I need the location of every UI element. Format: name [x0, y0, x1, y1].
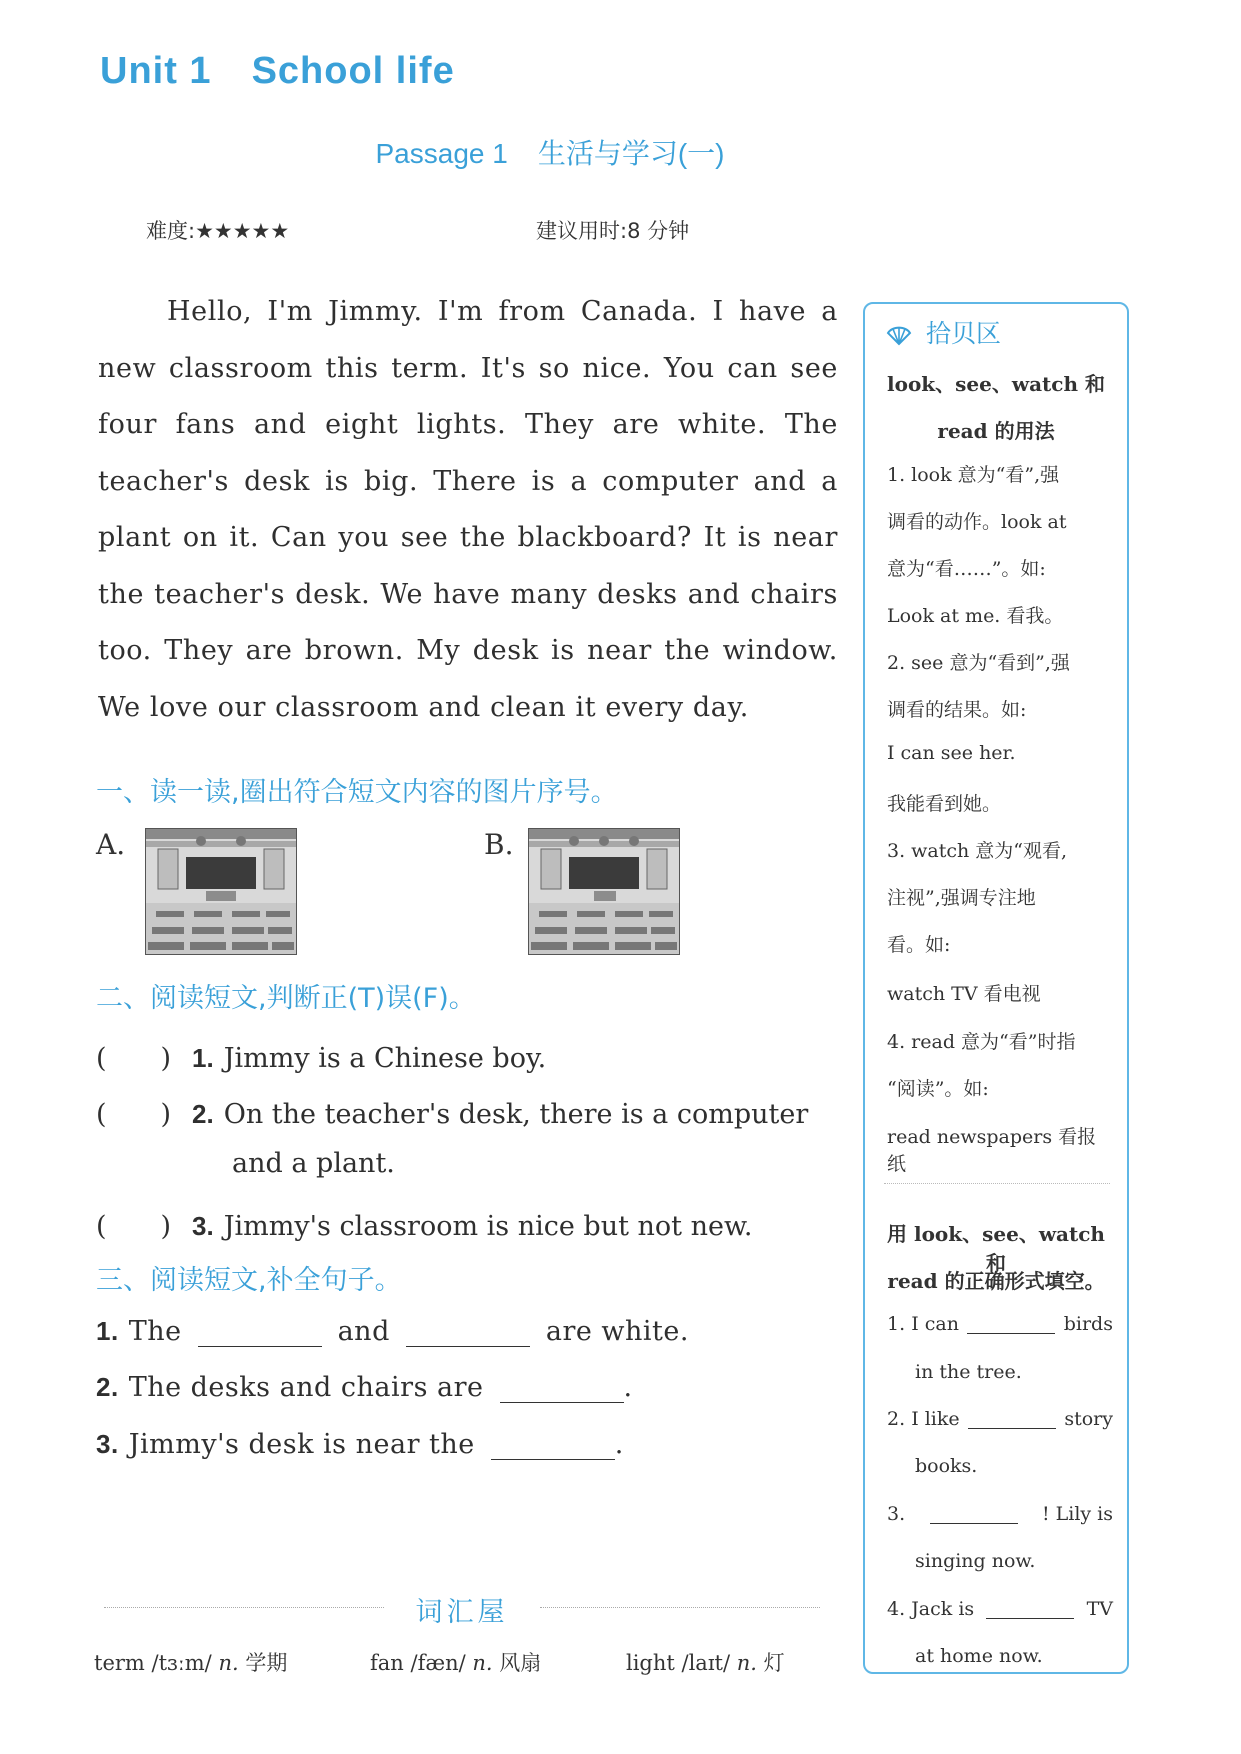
- sidebar-note-line: 4. read 意为“看”时指: [887, 1031, 1076, 1053]
- statement-text-continued: and a plant.: [232, 1148, 395, 1179]
- unit-label: Unit 1: [100, 50, 212, 92]
- sidebar-exercise-cont: singing now.: [915, 1550, 1036, 1572]
- true-false-item: [96, 1092, 808, 1131]
- divider: [104, 1607, 384, 1608]
- sidebar-note-line: 1. look 意为“看”,强: [887, 464, 1060, 486]
- vocab-meaning: 灯: [763, 1651, 785, 1675]
- sentence-part: The desks and chairs are: [128, 1372, 484, 1403]
- vocab-word: fan /fæn/: [370, 1651, 466, 1675]
- item-number: 1.: [192, 1043, 214, 1073]
- sidebar-note-line: Look at me. 看我。: [887, 605, 1064, 627]
- answer-blank[interactable]: [986, 1598, 1074, 1619]
- sidebar-title: read 的用法: [937, 419, 1055, 443]
- sidebar-note-line: 2. see 意为“看到”,强: [887, 652, 1070, 674]
- statement-text: On the teacher's desk, there is a computer: [223, 1099, 809, 1130]
- sentence-part: birds: [1063, 1313, 1113, 1335]
- sentence-part: The: [128, 1316, 182, 1347]
- sidebar-exercise-cont: books.: [915, 1455, 978, 1477]
- sidebar-title: look、see、watch 和: [887, 372, 1105, 396]
- answer-parentheses[interactable]: ( ): [96, 1211, 172, 1242]
- answer-blank[interactable]: [930, 1503, 1018, 1524]
- exercise-title: read 的正确形式填空。: [887, 1269, 1105, 1293]
- sidebar-note-line: 看。如:: [887, 934, 951, 956]
- vocab-entry: [370, 1647, 541, 1677]
- answer-blank[interactable]: [500, 1374, 624, 1403]
- unit-name: School life: [251, 50, 455, 92]
- vocab-entry: [626, 1647, 785, 1677]
- item-number: 1.: [96, 1316, 119, 1346]
- sidebar-note-line: 我能看到她。: [887, 793, 1002, 815]
- sentence-part: .: [623, 1372, 633, 1403]
- sentence-part: are white.: [545, 1316, 689, 1347]
- vocab-word: light /laɪt/: [626, 1651, 731, 1675]
- fill-in-item: [96, 1429, 624, 1460]
- passage-title: [0, 132, 1100, 172]
- difficulty-rating: 难度:★★★★★: [146, 219, 290, 243]
- sidebar-note-line: 调看的结果。如:: [887, 699, 1027, 721]
- answer-parentheses[interactable]: ( ): [96, 1099, 172, 1130]
- true-false-item: [96, 1036, 546, 1075]
- sidebar-note-line: read newspapers 看报纸: [887, 1126, 1097, 1175]
- answer-blank[interactable]: [406, 1318, 530, 1347]
- answer-blank[interactable]: [968, 1408, 1056, 1429]
- vocab-word: term /tɜːm/: [94, 1651, 212, 1675]
- item-number: 1.: [887, 1313, 906, 1335]
- sidebar-note-line: I can see her.: [887, 742, 1016, 764]
- vocabulary-title: 词汇屋: [415, 1597, 509, 1628]
- sidebar-exercise-cont: in the tree.: [915, 1361, 1022, 1383]
- sidebar-exercise: [887, 1598, 1113, 1620]
- answer-blank[interactable]: [491, 1431, 615, 1460]
- true-false-item: [96, 1204, 752, 1243]
- suggested-time: 建议用时:8 分钟: [536, 219, 690, 243]
- reading-passage: Hello, I'm Jimmy. I'm from Canada. I have a new classroom this term. It's so nice. You can see four fans and eight lights. They are white. The teacher's desk is big. There is a computer and a plant on it. Can you see the blackboard? It is near the teacher's desk. We have many desks and chairs too. They are brown. My desk is near the window. We love our classroom and clean it every day.: [98, 296, 838, 723]
- vocab-meaning: 学期: [245, 1651, 288, 1675]
- section3-heading: 三、阅读短文,补全句子。: [96, 1265, 402, 1296]
- part-of-speech: n.: [218, 1651, 239, 1675]
- item-number: 2.: [887, 1408, 906, 1430]
- item-number: 3.: [96, 1429, 119, 1459]
- sentence-part: and: [337, 1316, 390, 1347]
- option-a-label: A.: [96, 828, 126, 861]
- answer-blank[interactable]: [967, 1313, 1055, 1334]
- section1-heading: 一、读一读,圈出符合短文内容的图片序号。: [96, 777, 618, 808]
- sidebar-note-line: “阅读”。如:: [887, 1078, 989, 1100]
- statement-text: Jimmy is a Chinese boy.: [223, 1043, 547, 1074]
- section2-heading: 二、阅读短文,判断正(T)误(F)。: [96, 983, 476, 1014]
- vocab-meaning: 风扇: [499, 1651, 542, 1675]
- vocab-entry: [94, 1647, 287, 1677]
- sidebar-exercise: [887, 1503, 1113, 1525]
- unit-title: [100, 50, 455, 93]
- sentence-part: story: [1064, 1408, 1113, 1430]
- sidebar-header: [886, 314, 1001, 350]
- part-of-speech: n.: [472, 1651, 493, 1675]
- sidebar-exercise-cont: at home now.: [915, 1645, 1043, 1667]
- item-number: 3.: [887, 1503, 906, 1525]
- divider: [540, 1607, 820, 1608]
- sidebar-note-line: 意为“看……”。如:: [887, 558, 1046, 580]
- item-number: 2.: [96, 1372, 119, 1402]
- sidebar-exercise: [887, 1313, 1113, 1335]
- sentence-part: I can: [911, 1313, 959, 1335]
- statement-text: Jimmy's classroom is nice but not new.: [223, 1211, 753, 1242]
- exercise-title: 用 look、see、watch 和: [887, 1222, 1105, 1275]
- item-number: 4.: [887, 1598, 906, 1620]
- fill-in-item: [96, 1372, 633, 1403]
- sidebar-note-line: 注视”,强调专注地: [887, 887, 1036, 909]
- answer-parentheses[interactable]: ( ): [96, 1043, 172, 1074]
- sidebar-note-line: 3. watch 意为“观看,: [887, 840, 1068, 862]
- item-number: 3.: [192, 1211, 214, 1241]
- sentence-part: Jimmy's desk is near the: [128, 1429, 475, 1460]
- sidebar-exercise: [887, 1408, 1113, 1430]
- sidebar-header-label: 拾贝区: [925, 319, 1001, 348]
- passage-name: 生活与学习(一): [537, 138, 725, 169]
- divider: [884, 1183, 1110, 1184]
- sentence-part: TV: [1086, 1598, 1113, 1620]
- answer-blank[interactable]: [198, 1318, 322, 1347]
- fill-in-item: [96, 1316, 689, 1347]
- sentence-part: ! Lily is: [1041, 1503, 1113, 1525]
- sentence-part: Jack is: [911, 1598, 975, 1620]
- passage-label: Passage 1: [375, 138, 508, 169]
- item-number: 2.: [192, 1099, 214, 1129]
- sidebar-note-line: 调看的动作。look at: [887, 511, 1067, 533]
- sentence-part: .: [614, 1429, 624, 1460]
- shell-icon: [886, 319, 926, 348]
- sentence-part: I like: [911, 1408, 960, 1430]
- classroom-picture-b[interactable]: [528, 828, 680, 955]
- option-b-label: B.: [484, 828, 514, 861]
- sidebar-note-line: watch TV 看电视: [887, 983, 1041, 1005]
- part-of-speech: n.: [736, 1651, 757, 1675]
- classroom-picture-a[interactable]: [145, 828, 297, 955]
